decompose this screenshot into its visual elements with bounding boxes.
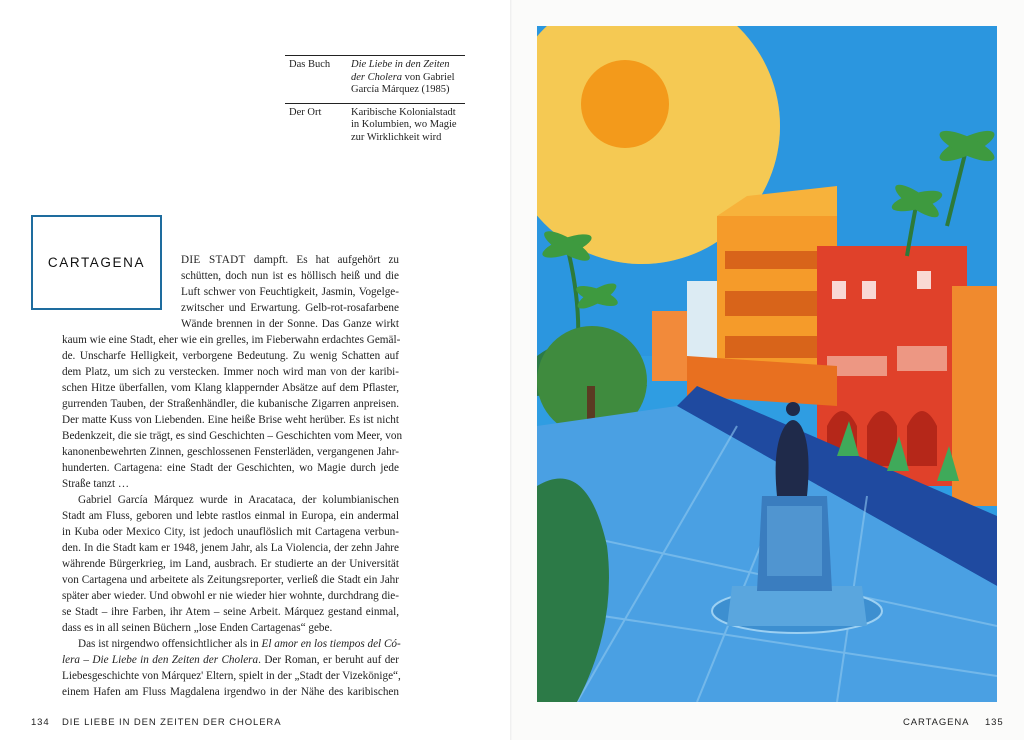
body-line: Luft schwer von Feuchtigkeit, Jasmin, Vogelge-	[181, 286, 399, 298]
novel-title-spanish: El amor en los tiempos del Có-	[261, 638, 401, 650]
body-line: Der matte Kuss von Liebenden. Eine heiße Brise weht herüber. Es ist nicht	[62, 414, 399, 426]
book-title: Die Liebe in den Zeiten der Cholera	[351, 59, 450, 83]
body-line: lera – Die Liebe in den Zeiten der Cholera. Der Roman, er beruht auf der	[62, 654, 399, 666]
body-line: Gabriel García Márquez wurde in Aracataca, der kolumbianischen	[78, 494, 399, 506]
arch	[907, 411, 937, 466]
place-description: Karibische Kolonialstadt in Kolumbien, wo Magie zur Wirklichkeit wird	[351, 106, 457, 143]
sun	[581, 60, 669, 148]
window	[917, 271, 931, 289]
body-line: Straße tanzt …	[62, 478, 130, 490]
body-line: kaum wie eine Stadt, eher wie ein grelles, im Fieberwahn erdachtes Gemäl-	[62, 334, 401, 346]
balcony	[725, 251, 830, 269]
body-line: kanonenbewehrten Zinnen, geschlossenen Fensterläden, vergangenen Jahr-	[62, 446, 399, 458]
body-line: den. In die Stadt kam er 1948, jenem Jahr, als La Violencia, der zehn Jahre	[62, 542, 399, 554]
page-number-right: 135	[985, 717, 1004, 728]
body-line: gurrenden Tauben, der Straßenhändler, die kubanische Zigarren anpreisen.	[62, 398, 399, 410]
body-line: hunderten. Cartagena: eine Stadt der Geschichten, wo Magie durch jede	[62, 462, 399, 474]
body-line: schütten, doch nun ist es höllisch heiß und die	[181, 270, 399, 282]
info-row-book	[285, 56, 465, 104]
chapter-title-box	[31, 215, 162, 310]
balcony	[725, 336, 830, 358]
body-line: währende Bürgerkrieg, im Land, ausbrach. Er studierte an der Universität	[62, 558, 399, 570]
chapter-title: CARTAGENA	[47, 255, 146, 270]
info-key: Der Ort	[289, 106, 322, 118]
body-line: einem Hafen am Fluss Magdalena irgendwo in der Nähe des karibischen	[62, 686, 399, 698]
body-line: von Cartagena und arbeitete als Zeitungsreporter, verließ die Stadt ein Jahr	[62, 574, 399, 586]
body-line: Wände brennen in der Sonne. Das Ganze wirkt	[181, 318, 399, 330]
body-line: se Stadt – ihre Farben, ihr Atem – seine Arbeit. Márquez gestand einmal,	[62, 606, 399, 618]
body-line: Stadt am Fluss, geboren und lebte rastlos einmal in Europa, ein andermal	[62, 510, 399, 522]
lead-word: DIE STADT	[181, 254, 246, 266]
body-line: in Kuba oder Mexico City, ist jedoch unauflöslich mit Cartagena verbun-	[62, 526, 399, 538]
body-line: Liebesgeschichte von Márquez' Eltern, spielt in der „Stadt der Vizekönige“,	[62, 670, 401, 682]
info-row-place	[285, 103, 465, 150]
info-key: Das Buch	[289, 59, 331, 70]
balcony	[897, 346, 947, 371]
cartagena-illustration	[537, 26, 997, 702]
balcony	[725, 291, 830, 316]
body-line: DIE STADT dampft. Es hat aufgehört zu	[181, 254, 400, 266]
body-line: schen Hitze überfallen, vom Klang klappernder Absätze auf dem Pflaster,	[62, 382, 399, 394]
book-author: von Gabriel García Márquez (1985)	[351, 71, 455, 95]
info-value	[347, 56, 465, 104]
running-header-right: CARTAGENA	[903, 717, 970, 728]
window	[862, 281, 876, 299]
body-line: dass es in all seinen Büchern „lose Enden Cartagenas“ gebe.	[62, 622, 333, 634]
body-line: dem Platz, um sich zu verstecken. Immer noch wird man von der karibi-	[62, 366, 399, 378]
window	[832, 281, 846, 299]
body-line: zwitscher und Erwartung. Gelb-rot-rosafarbene	[181, 302, 399, 314]
book-info-table	[285, 55, 465, 150]
page-number-left: 134	[31, 717, 50, 728]
pedestal-panel	[767, 506, 822, 576]
body-line: Das ist nirgendwo offensichtlicher als in El amor en los tiempos del Có-	[78, 638, 401, 650]
info-value	[347, 103, 465, 150]
illustration-svg	[537, 26, 997, 702]
body-line: später aber wieder. Und obwohl er nie wieder hier wohnte, durchdrang die-	[62, 590, 399, 602]
body-line: Bedenkzeit, die sie trägt, es sind Geschichten – Geschichten vom Meer, von	[62, 430, 403, 442]
statue-head	[786, 402, 800, 416]
novel-title-german: lera – Die Liebe in den Zeiten der Cholera	[62, 654, 259, 666]
building-corner	[952, 286, 997, 506]
running-header-left: DIE LIEBE IN DEN ZEITEN DER CHOLERA	[62, 717, 282, 728]
body-line: de. Unscharfe Helligkeit, verborgene Bedeutung. Zu wenig Schatten auf	[62, 350, 399, 362]
statue-step	[727, 586, 867, 626]
